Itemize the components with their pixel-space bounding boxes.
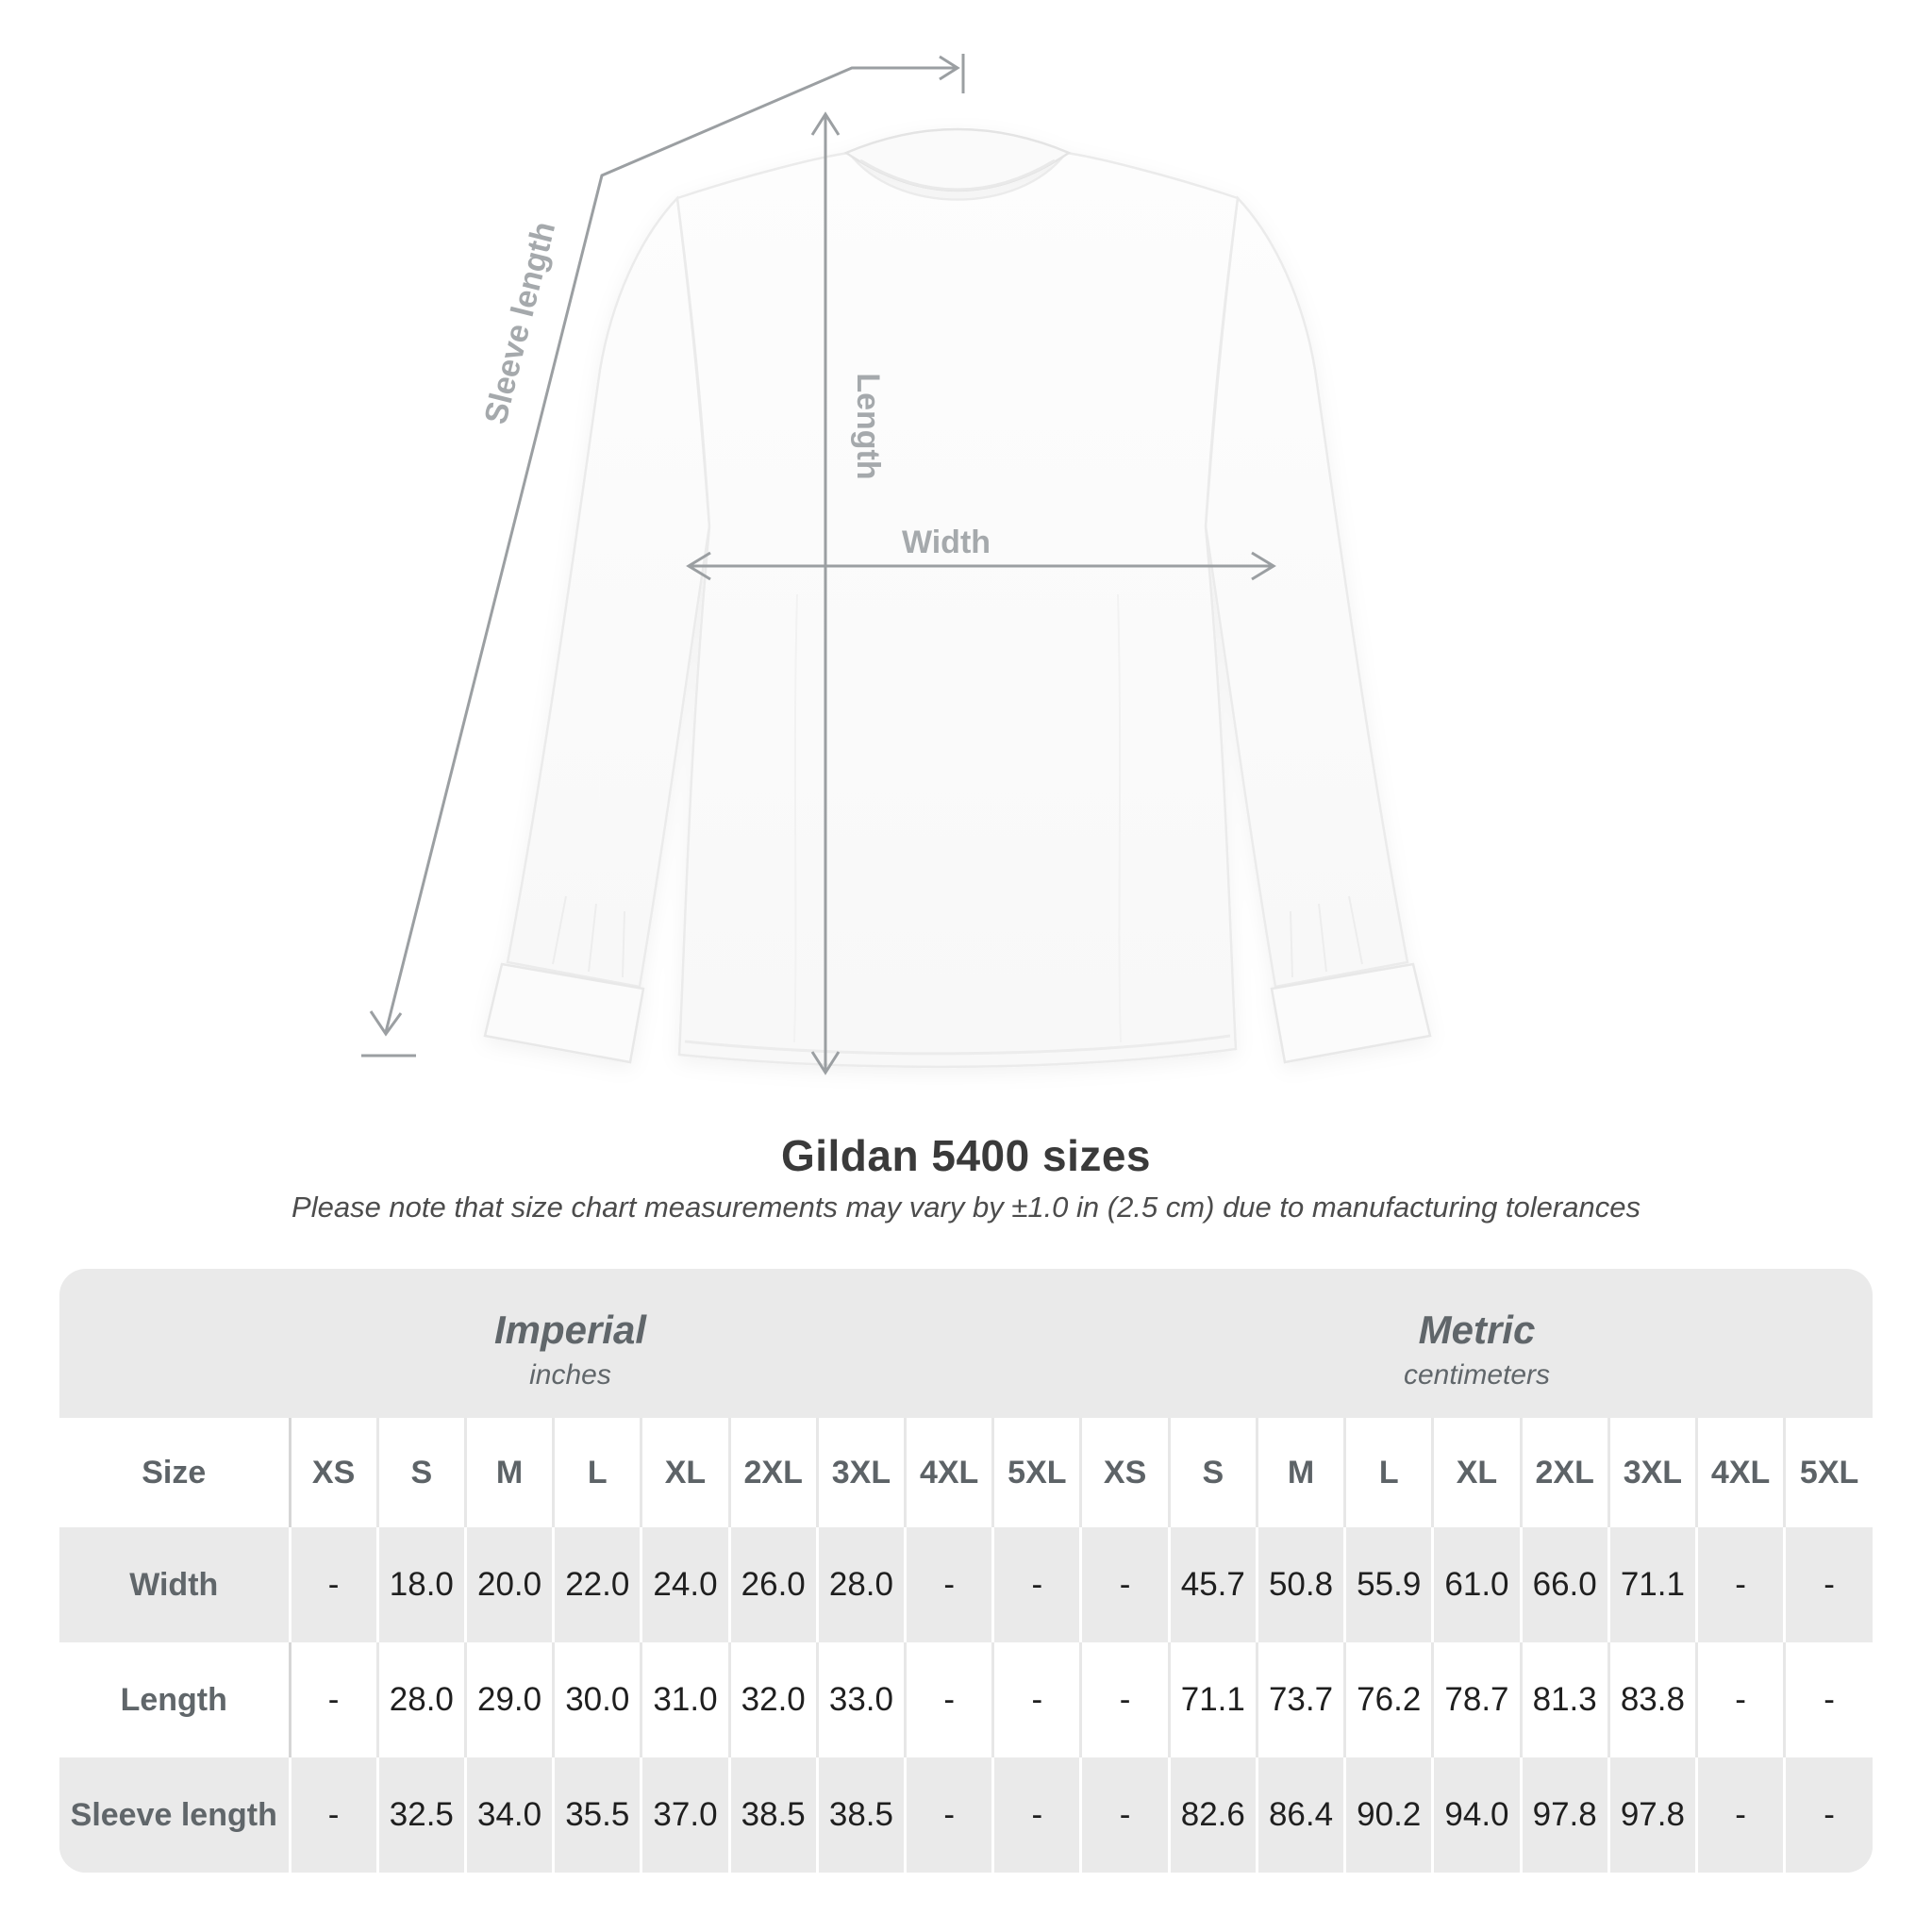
cell: 28.0 xyxy=(377,1642,465,1757)
cell: - xyxy=(906,1527,993,1642)
cell: 81.3 xyxy=(1521,1642,1608,1757)
cell: 33.0 xyxy=(817,1642,905,1757)
cell: - xyxy=(1697,1757,1785,1873)
size-col-xl-imperial: XL xyxy=(641,1418,729,1527)
length-label: Length xyxy=(850,373,886,480)
cell: 97.8 xyxy=(1608,1757,1696,1873)
cell: 94.0 xyxy=(1433,1757,1521,1873)
page-title: Gildan 5400 sizes xyxy=(780,1131,1152,1180)
metric-unit: centimeters xyxy=(1403,1359,1551,1391)
cell: 30.0 xyxy=(554,1642,641,1757)
cell: 34.0 xyxy=(465,1757,553,1873)
cell: 90.2 xyxy=(1345,1757,1433,1873)
cell: 97.8 xyxy=(1521,1757,1608,1873)
size-col-l-imperial: L xyxy=(554,1418,641,1527)
size-col-2xl-imperial: 2XL xyxy=(729,1418,817,1527)
cell: - xyxy=(1697,1642,1785,1757)
row-label-sleeve-length: Sleeve length xyxy=(59,1757,290,1873)
size-col-3xl-metric: 3XL xyxy=(1608,1418,1696,1527)
cell: 78.7 xyxy=(1433,1642,1521,1757)
size-col-xs-imperial: XS xyxy=(290,1418,377,1527)
cell: 32.5 xyxy=(377,1757,465,1873)
cell: 22.0 xyxy=(554,1527,641,1642)
metric-label: Metric xyxy=(1418,1307,1536,1352)
cell: 38.5 xyxy=(729,1757,817,1873)
cell: - xyxy=(1081,1527,1169,1642)
size-col-5xl-imperial: 5XL xyxy=(993,1418,1081,1527)
unit-group-row xyxy=(59,1269,1873,1418)
cell: 66.0 xyxy=(1521,1527,1608,1642)
cell: 37.0 xyxy=(641,1757,729,1873)
cell: 76.2 xyxy=(1345,1642,1433,1757)
cell: - xyxy=(290,1527,377,1642)
cell: 28.0 xyxy=(817,1527,905,1642)
cell: 29.0 xyxy=(465,1642,553,1757)
cell: 71.1 xyxy=(1169,1642,1257,1757)
size-header-row xyxy=(59,1418,1873,1527)
metric-group-header xyxy=(1081,1269,1873,1418)
cell: 61.0 xyxy=(1433,1527,1521,1642)
size-col-l-metric: L xyxy=(1345,1418,1433,1527)
cell: 73.7 xyxy=(1257,1642,1344,1757)
cell: 31.0 xyxy=(641,1642,729,1757)
size-col-4xl-metric: 4XL xyxy=(1697,1418,1785,1527)
cell: - xyxy=(290,1757,377,1873)
cell: 38.5 xyxy=(817,1757,905,1873)
cell: - xyxy=(993,1527,1081,1642)
row-label-length: Length xyxy=(120,1681,227,1718)
cell: - xyxy=(1785,1642,1873,1757)
size-col-m-metric: M xyxy=(1257,1418,1344,1527)
size-col-2xl-metric: 2XL xyxy=(1521,1418,1608,1527)
cell: 20.0 xyxy=(465,1527,553,1642)
cell: 83.8 xyxy=(1608,1642,1696,1757)
cell: 18.0 xyxy=(377,1527,465,1642)
cell: - xyxy=(1081,1642,1169,1757)
width-label: Width xyxy=(901,525,991,560)
cell: 55.9 xyxy=(1345,1527,1433,1642)
cell: 71.1 xyxy=(1608,1527,1696,1642)
table-row-width xyxy=(59,1527,1873,1642)
shirt-illustration xyxy=(485,129,1430,1067)
size-col-s-metric: S xyxy=(1169,1418,1257,1527)
size-col-4xl-imperial: 4XL xyxy=(906,1418,993,1527)
cell: 26.0 xyxy=(729,1527,817,1642)
cell: 82.6 xyxy=(1169,1757,1257,1873)
cell: - xyxy=(1785,1527,1873,1642)
size-table xyxy=(59,1269,1873,1873)
imperial-group-header xyxy=(59,1269,1081,1418)
size-header: Size xyxy=(142,1454,207,1491)
tolerance-note: Please note that size chart measurements may vary by ±1.0 in (2.5 cm) due to manufacturing tolerances xyxy=(291,1191,1641,1224)
imperial-label: Imperial xyxy=(493,1307,647,1352)
row-label-width: Width xyxy=(59,1527,290,1642)
size-col-s-imperial: S xyxy=(377,1418,465,1527)
cell: 35.5 xyxy=(554,1757,641,1873)
table-row-length xyxy=(59,1642,1873,1757)
size-col-3xl-imperial: 3XL xyxy=(817,1418,905,1527)
cell: - xyxy=(993,1757,1081,1873)
cell: - xyxy=(1785,1757,1873,1873)
size-col-5xl-metric: 5XL xyxy=(1785,1418,1873,1527)
cell: 32.0 xyxy=(729,1642,817,1757)
cell: - xyxy=(906,1757,993,1873)
table-row-sleeve-length xyxy=(59,1757,1873,1873)
sleeve-length-label: Sleeve length xyxy=(477,218,563,428)
size-col-xs-metric: XS xyxy=(1081,1418,1169,1527)
size-col-m-imperial: M xyxy=(465,1418,553,1527)
size-col-xl-metric: XL xyxy=(1433,1418,1521,1527)
cell: - xyxy=(1697,1527,1785,1642)
cell: 86.4 xyxy=(1257,1757,1344,1873)
cell: 50.8 xyxy=(1257,1527,1344,1642)
cell: 24.0 xyxy=(641,1527,729,1642)
cell: 45.7 xyxy=(1169,1527,1257,1642)
cell: - xyxy=(993,1642,1081,1757)
cell: - xyxy=(906,1642,993,1757)
cell: - xyxy=(290,1642,377,1757)
cell: - xyxy=(1081,1757,1169,1873)
imperial-unit: inches xyxy=(529,1359,611,1391)
